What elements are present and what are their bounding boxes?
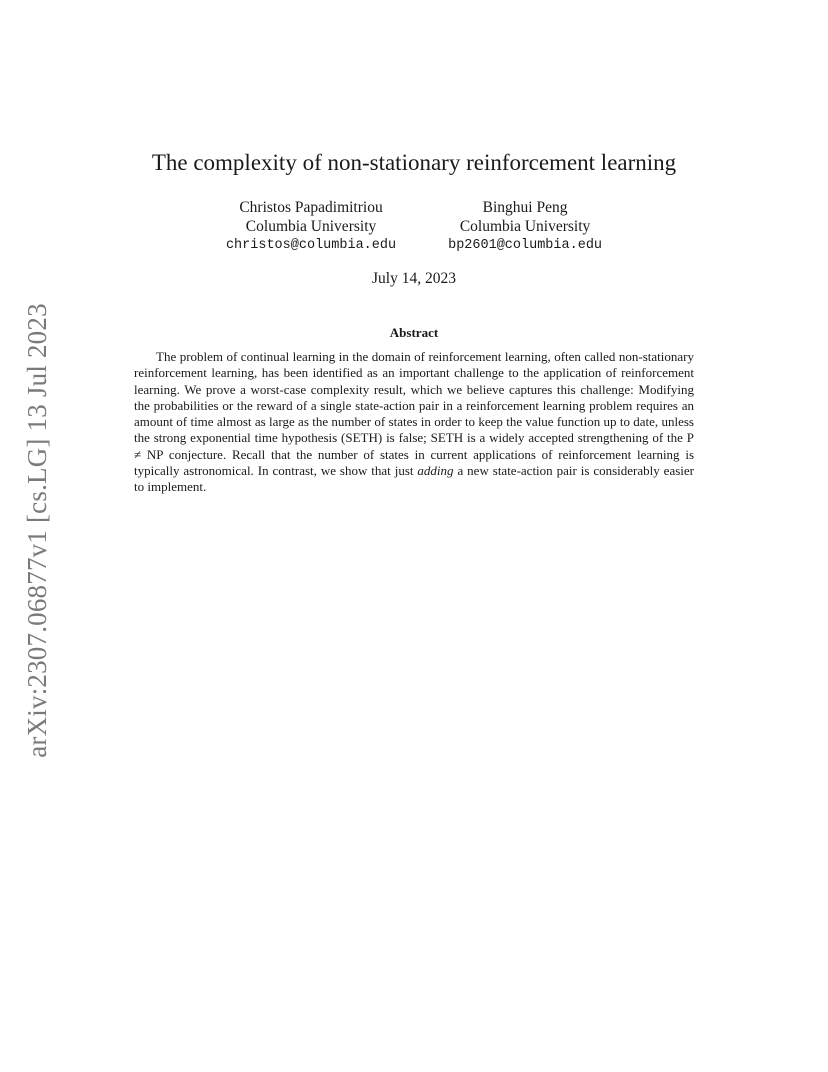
paper-date: July 14, 2023: [372, 270, 456, 287]
arxiv-identifier-stamp: [22, 300, 52, 760]
arxiv-identifier-text: arXiv:2307.06877v1 [cs.LG] 13 Jul 2023: [21, 302, 52, 758]
author-affiliation: Columbia University: [245, 218, 377, 235]
author-affiliation: Columbia University: [459, 218, 591, 235]
author-1: [226, 198, 396, 255]
abstract-text-part-1: The problem of continual learning in the domain of reinforcement learning, often called non-stationary reinforcement learning, has been identified as an important challenge to the application of reinforcement learning. We prove a worst-case complexity result, which we believe captures this challenge: Modifying the probabilities or the reward of a single state-action pair in a reinforcement learning problem requires an amount of time almost as large as the number of states in order to keep the value function up to date, unless the strong exponential time hypothesis (SETH) is false; SETH is a widely accepted strengthening of the P ≠ NP conjecture. Recall that the number of states in current applications of reinforcement learning is typically astronomical. In contrast, we show that just: [134, 349, 694, 479]
abstract-heading: Abstract: [389, 325, 439, 340]
abstract-emphasis: adding: [417, 463, 454, 479]
author-block: [0, 198, 828, 255]
author-email: christos@columbia.edu: [225, 238, 397, 253]
author-email: bp2601@columbia.edu: [448, 238, 603, 253]
author-name: Christos Papadimitriou: [239, 199, 383, 216]
abstract-text-part-2: a new state-action pair is considerably easier to implement.: [134, 463, 694, 495]
paper-title: The complexity of non-stationary reinforcement learning: [151, 150, 677, 175]
author-name: Binghui Peng: [482, 199, 568, 216]
author-2: [448, 198, 602, 255]
abstract-body: [134, 349, 694, 496]
